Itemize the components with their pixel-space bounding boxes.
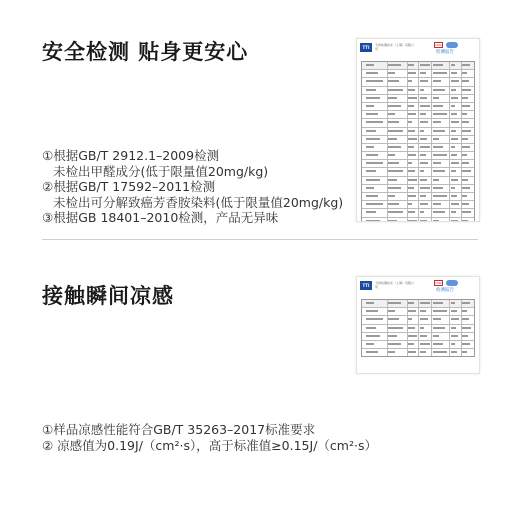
- ilac-logo: [446, 280, 458, 286]
- safety-line-4: 未检出可分解致癌芳香胺染料(低于限量值20mg/kg): [53, 194, 344, 210]
- report-table-cell-text: [388, 310, 395, 312]
- report-table-cell-text: [451, 121, 459, 123]
- report-table-cell-text: [420, 179, 427, 181]
- report-table-row: [362, 185, 474, 193]
- report-table-row: [362, 160, 474, 168]
- report-table: [361, 299, 475, 357]
- report-table-cell-text: [408, 80, 412, 82]
- report-table-cell-text: [366, 130, 376, 132]
- report-table-cell-text: [408, 310, 415, 312]
- cooling-title: 接触瞬间凉感: [42, 284, 174, 308]
- report-table-cell-text: [433, 138, 439, 140]
- accreditation-logos: [434, 42, 458, 48]
- report-table-cell-text: [366, 97, 381, 99]
- accreditation-logos: [434, 280, 458, 286]
- report-table-cell-text: [433, 327, 445, 329]
- report-table-cell-text: [451, 154, 457, 156]
- cma-logo: CMA: [435, 43, 442, 47]
- report-table-cell-text: [462, 64, 470, 66]
- report-table-cell-text: [433, 179, 439, 181]
- report-table-cell-text: [388, 335, 397, 337]
- report-table-cell-text: [462, 105, 470, 107]
- report-table-cell-text: [408, 72, 415, 74]
- report-table-row: [362, 136, 474, 144]
- report-table-cell-text: [366, 318, 383, 320]
- report-table-cell-text: [408, 195, 415, 197]
- report-table-cell-text: [433, 318, 441, 320]
- report-table-cell-text: [388, 80, 399, 82]
- report-table-cell-text: [451, 195, 457, 197]
- report-org: 天祥检测技术（上海）有限公司: [375, 281, 415, 289]
- report-table-cell-text: [366, 343, 374, 345]
- report-table-cell-text: [420, 64, 430, 66]
- safety-text: [42, 148, 343, 226]
- report-table-cell-text: [462, 195, 466, 197]
- cma-logo: CMA: [435, 281, 442, 285]
- report-table-cell-text: [451, 187, 455, 189]
- report-table-cell-text: [462, 302, 470, 304]
- report-table-cell-text: [433, 154, 446, 156]
- report-table-cell-text: [462, 179, 468, 181]
- report-table-row: [362, 218, 474, 222]
- report-table-cell-text: [462, 327, 471, 329]
- report-table-cell-text: [462, 343, 470, 345]
- report-table-cell-text: [408, 187, 413, 189]
- report-table-cell-text: [408, 220, 416, 222]
- cooling-section: [0, 240, 520, 520]
- report-table-row: [362, 128, 474, 136]
- report-table-cell-text: [388, 97, 397, 99]
- report-table-cell-text: [433, 302, 443, 304]
- report-table-cell-text: [451, 162, 459, 164]
- report-table-cell-text: [388, 220, 397, 222]
- report-table-cell-text: [462, 211, 471, 213]
- cooling-line-2: ② 凉感值为0.19J/（cm²·s），高于标准值≥0.15J/（cm²·s）: [42, 437, 377, 453]
- report-table-cell-text: [420, 187, 430, 189]
- report-meta-line: [361, 294, 475, 298]
- report-header: [360, 42, 476, 54]
- report-table-cell-text: [366, 220, 381, 222]
- report-table-cell-text: [408, 162, 412, 164]
- report-org: 天祥检测技术（上海）有限公司: [375, 43, 415, 51]
- report-table-cell-text: [451, 179, 458, 181]
- report-table-row: [362, 177, 474, 185]
- report-table-row: [362, 62, 474, 70]
- report-table-cell-text: [462, 162, 469, 164]
- report-table-cell-text: [462, 220, 468, 222]
- report-header: [360, 280, 476, 292]
- cooling-line-1: ①样品凉感性能符合GB/T 35263–2017标准要求: [42, 422, 316, 437]
- report-table-cell-text: [366, 72, 378, 74]
- report-table-cell-text: [388, 211, 403, 213]
- report-table-cell-text: [451, 203, 459, 205]
- ilac-logo: [446, 42, 458, 48]
- report-table-row: [362, 316, 474, 324]
- report-table-cell-text: [366, 170, 376, 172]
- report-table-row: [362, 201, 474, 209]
- report-table-cell-text: [433, 162, 441, 164]
- report-table-row: [362, 341, 474, 349]
- safety-line-2: 未检出甲醛成分(低于限量值20mg/kg): [53, 163, 269, 179]
- report-table-cell-text: [388, 154, 395, 156]
- report-table-cell-text: [388, 72, 395, 74]
- report-table-cell-text: [420, 302, 430, 304]
- report-table-row: [362, 308, 474, 316]
- report-table-cell-text: [408, 89, 414, 91]
- report-table-cell-text: [388, 343, 401, 345]
- report-table-cell-text: [462, 80, 469, 82]
- report-table-cell-text: [388, 162, 399, 164]
- report-table-cell-text: [462, 318, 469, 320]
- report-table-cell-text: [388, 318, 399, 320]
- report-table-cell-text: [462, 203, 469, 205]
- report-table-cell-text: [388, 121, 399, 123]
- report-table-cell-text: [433, 170, 445, 172]
- report-table-cell-text: [451, 72, 457, 74]
- report-table-row: [362, 78, 474, 86]
- report-table-cell-text: [433, 72, 446, 74]
- report-table-cell-text: [388, 64, 401, 66]
- report-table-cell-text: [366, 162, 383, 164]
- report-table-cell-text: [462, 310, 466, 312]
- report-table-cell-text: [388, 113, 395, 115]
- report-table-cell-text: [408, 130, 414, 132]
- report-title: 检测报告: [436, 50, 454, 55]
- report-table-cell-text: [366, 203, 383, 205]
- report-table-cell-text: [462, 154, 466, 156]
- report-table-cell-text: [388, 89, 403, 91]
- report-table-cell-text: [420, 138, 427, 140]
- report-table-cell-text: [420, 105, 430, 107]
- report-table-cell-text: [408, 179, 416, 181]
- report-table-cell-text: [451, 89, 456, 91]
- report-table-cell-text: [433, 195, 446, 197]
- report-title: 检测报告: [436, 288, 454, 293]
- report-table-cell-text: [366, 138, 381, 140]
- safety-section: [0, 0, 520, 240]
- report-table-cell-text: [451, 64, 455, 66]
- report-table-cell-text: [408, 97, 416, 99]
- report-table-cell-text: [433, 121, 441, 123]
- report-table-row: [362, 168, 474, 176]
- report-table-cell-text: [433, 310, 446, 312]
- report-table-row: [362, 349, 474, 356]
- report-table-cell-text: [433, 351, 446, 353]
- report-table-cell-text: [451, 170, 456, 172]
- report-table-cell-text: [420, 203, 429, 205]
- report-table-cell-text: [451, 138, 458, 140]
- report-table-cell-text: [366, 64, 374, 66]
- report-table-cell-text: [420, 146, 430, 148]
- report-table-cell-text: [366, 113, 378, 115]
- report-table-cell-text: [408, 302, 413, 304]
- report-table-cell-text: [451, 130, 456, 132]
- report-table-cell-text: [388, 302, 401, 304]
- report-table: [361, 61, 475, 222]
- report-table-cell-text: [451, 335, 458, 337]
- report-table-cell-text: [451, 310, 457, 312]
- report-table-cell-text: [433, 97, 439, 99]
- report-table-row: [362, 152, 474, 160]
- report-table-cell-text: [433, 146, 443, 148]
- report-table-cell-text: [462, 187, 470, 189]
- report-table-cell-text: [462, 138, 468, 140]
- report-table-cell-text: [388, 203, 399, 205]
- report-table-cell-text: [408, 121, 412, 123]
- report-table-cell-text: [420, 310, 426, 312]
- report-table-cell-text: [388, 327, 403, 329]
- report-table-cell-text: [462, 130, 471, 132]
- report-table-cell-text: [388, 170, 403, 172]
- report-table-cell-text: [408, 146, 413, 148]
- report-table-row: [362, 119, 474, 127]
- report-table-row: [362, 333, 474, 341]
- report-table-cell-text: [408, 343, 413, 345]
- report-table-cell-text: [366, 80, 383, 82]
- report-table-cell-text: [420, 80, 429, 82]
- report-table-cell-text: [408, 211, 414, 213]
- report-table-cell-text: [420, 327, 425, 329]
- report-table-row: [362, 300, 474, 308]
- report-table-cell-text: [420, 72, 426, 74]
- report-table-row: [362, 103, 474, 111]
- report-table-cell-text: [462, 335, 468, 337]
- report-table-cell-text: [462, 89, 471, 91]
- report-table-cell-text: [408, 170, 414, 172]
- report-table-cell-text: [388, 146, 401, 148]
- report-table-cell-text: [433, 203, 441, 205]
- report-table-cell-text: [462, 72, 466, 74]
- safety-test-report-image: [356, 38, 480, 222]
- report-table-cell-text: [420, 130, 425, 132]
- report-table-cell-text: [433, 335, 439, 337]
- tti-logo: TTI: [360, 43, 372, 52]
- report-table-cell-text: [433, 187, 443, 189]
- report-table-cell-text: [388, 105, 401, 107]
- report-meta-line: [361, 56, 475, 60]
- report-table-cell-text: [420, 220, 427, 222]
- report-table-cell-text: [420, 121, 429, 123]
- report-table-cell-text: [408, 327, 414, 329]
- report-table-row: [362, 144, 474, 152]
- report-table-cell-text: [433, 211, 445, 213]
- report-table-cell-text: [366, 302, 374, 304]
- report-table-cell-text: [451, 327, 456, 329]
- report-table-cell-text: [366, 154, 378, 156]
- report-table-cell-text: [420, 318, 429, 320]
- cooling-text: [42, 422, 377, 453]
- report-table-cell-text: [366, 187, 374, 189]
- report-table-cell-text: [451, 220, 458, 222]
- report-table-cell-text: [408, 318, 412, 320]
- report-table-cell-text: [433, 64, 443, 66]
- report-table-cell-text: [366, 351, 378, 353]
- report-table-cell-text: [408, 113, 415, 115]
- safety-line-1: ①根据GB/T 2912.1–2009检测: [42, 148, 220, 163]
- report-table-cell-text: [420, 335, 427, 337]
- report-table-cell-text: [462, 97, 468, 99]
- report-table-cell-text: [451, 80, 459, 82]
- report-table-cell-text: [433, 220, 439, 222]
- report-table-row: [362, 70, 474, 78]
- report-table-cell-text: [388, 138, 397, 140]
- report-table-cell-text: [366, 195, 378, 197]
- report-table-cell-text: [420, 343, 430, 345]
- safety-line-3: ②根据GB/T 17592–2011检测: [42, 179, 216, 194]
- safety-title: 安全检测 贴身更安心: [42, 40, 249, 64]
- report-table-cell-text: [408, 203, 412, 205]
- report-table-cell-text: [433, 80, 441, 82]
- report-table-cell-text: [451, 351, 457, 353]
- report-table-cell-text: [420, 162, 429, 164]
- report-table-cell-text: [451, 146, 455, 148]
- report-table-row: [362, 87, 474, 95]
- report-table-cell-text: [388, 187, 401, 189]
- report-table-cell-text: [408, 138, 416, 140]
- report-table-cell-text: [420, 195, 426, 197]
- report-table-cell-text: [462, 146, 470, 148]
- report-table-cell-text: [451, 105, 455, 107]
- report-table-cell-text: [366, 146, 374, 148]
- report-table-cell-text: [408, 351, 415, 353]
- report-table-cell-text: [408, 335, 416, 337]
- report-table-cell-text: [388, 351, 395, 353]
- report-table-cell-text: [388, 130, 403, 132]
- report-table-cell-text: [451, 97, 458, 99]
- report-table-cell-text: [366, 211, 376, 213]
- report-table-cell-text: [366, 121, 383, 123]
- report-table-cell-text: [366, 310, 378, 312]
- report-table-cell-text: [366, 89, 376, 91]
- report-table-cell-text: [462, 121, 469, 123]
- report-table-cell-text: [451, 302, 455, 304]
- report-table-cell-text: [388, 179, 397, 181]
- report-table-cell-text: [420, 170, 425, 172]
- report-table-cell-text: [420, 89, 425, 91]
- report-table-cell-text: [366, 105, 374, 107]
- report-table-row: [362, 193, 474, 201]
- report-table-cell-text: [366, 327, 376, 329]
- report-table-cell-text: [366, 179, 381, 181]
- report-table-cell-text: [388, 195, 395, 197]
- report-table-cell-text: [462, 113, 466, 115]
- report-table-cell-text: [420, 113, 426, 115]
- report-table-row: [362, 325, 474, 333]
- report-table-cell-text: [433, 113, 446, 115]
- report-table-cell-text: [433, 343, 443, 345]
- report-table-row: [362, 111, 474, 119]
- report-table-cell-text: [451, 113, 457, 115]
- report-table-row: [362, 95, 474, 103]
- report-table-cell-text: [433, 130, 445, 132]
- report-table-cell-text: [451, 211, 456, 213]
- report-table-cell-text: [462, 351, 466, 353]
- report-table-cell-text: [420, 154, 426, 156]
- report-table-cell-text: [433, 89, 445, 91]
- tti-logo: TTI: [360, 281, 372, 290]
- report-table-cell-text: [420, 211, 425, 213]
- report-table-cell-text: [462, 170, 471, 172]
- report-table-cell-text: [451, 318, 459, 320]
- safety-line-5: ③根据GB 18401–2010检测，产品无异味: [42, 210, 279, 225]
- report-table-cell-text: [408, 64, 413, 66]
- report-table-row: [362, 209, 474, 217]
- cooling-test-report-image: [356, 276, 480, 374]
- report-table-cell-text: [366, 335, 381, 337]
- report-table-cell-text: [420, 351, 426, 353]
- report-table-cell-text: [451, 343, 455, 345]
- report-table-cell-text: [433, 105, 443, 107]
- report-table-cell-text: [408, 105, 413, 107]
- report-table-cell-text: [420, 97, 427, 99]
- report-table-cell-text: [408, 154, 415, 156]
